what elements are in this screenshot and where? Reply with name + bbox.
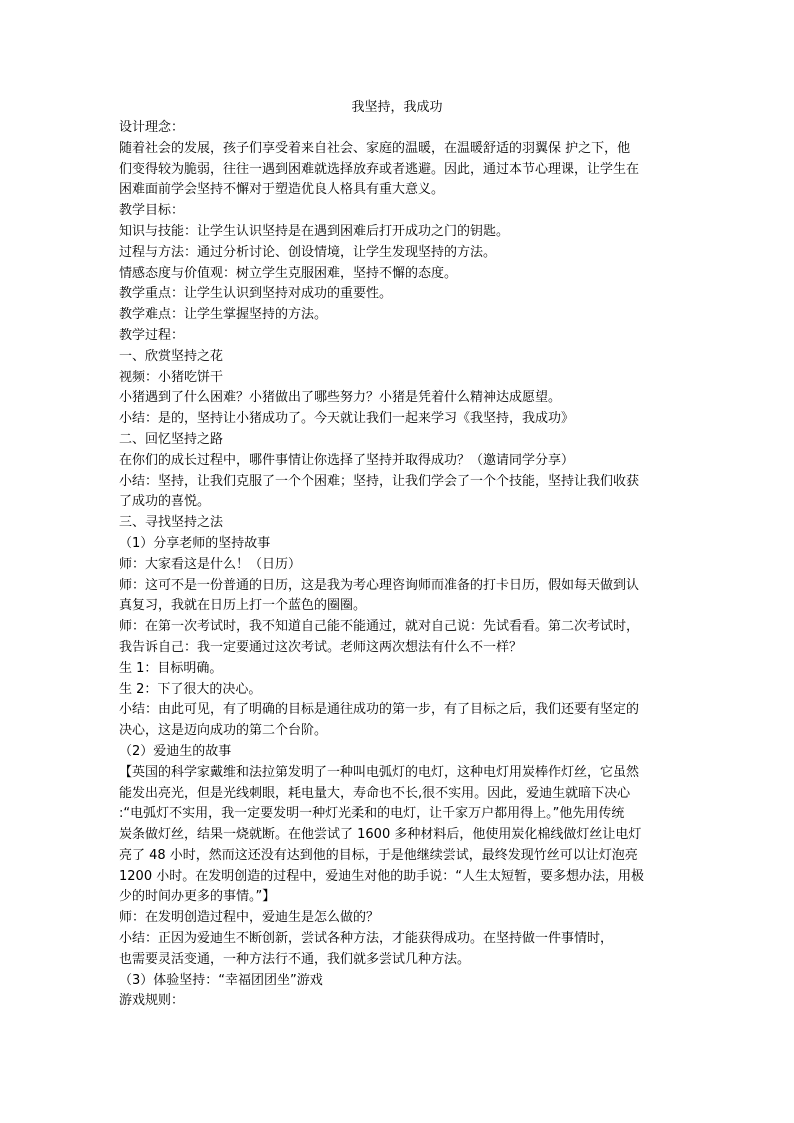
text-line: 教学重点：让学生认识到坚持对成功的重要性。: [119, 286, 393, 302]
text-line: 亮了 48 小时，然而这还没有达到他的目标，于是他继续尝试，最终发现竹丝可以让灯泡亮: [119, 847, 638, 863]
document-body: [119, 118, 679, 1012]
text-line: 师：这可不是一份普通的日历，这是我为考心理咨询师而准备的打卡日历，假如每天做到认: [119, 577, 640, 593]
text-line: 师：在发明创造过程中，爱迪生是怎么做的？: [119, 910, 380, 926]
text-line: 小结：坚持，让我们克服了一个个困难；坚持，让我们学会了一个个技能，坚持让我们收获: [119, 473, 640, 489]
text-line: 教学过程：: [119, 327, 185, 343]
text-line: 师：在第一次考试时，我不知道自己能不能通过，就对自己说：先试看看。第二次考试时，: [119, 619, 640, 635]
text-line: 困难面前学会坚持不懈对于塑造优良人格具有重大意义。: [119, 182, 445, 198]
text-line: 能发出亮光，但是光线刺眼，耗电量大，寿命也不长,很不实用。因此，爱迪生就暗下决心: [119, 785, 631, 801]
text-line: 小结：正因为爱迪生不断创新，尝试各种方法，才能获得成功。在坚持做一件事情时，: [119, 931, 614, 947]
text-line: 我告诉自己：我一定要通过这次考试。老师这两次想法有什么不一样？: [119, 639, 523, 655]
text-line: 一、欣赏坚持之花: [119, 348, 224, 364]
text-line: 生 1：目标明确。: [119, 660, 223, 676]
text-line: 师：大家看这是什么！（日历）: [119, 556, 302, 572]
text-line: 三、寻找坚持之法: [119, 515, 224, 531]
text-line: 炭条做灯丝，结果一烧就断。在他尝试了 1600 多种材料后，他使用炭化棉线做灯丝让电灯: [119, 827, 642, 843]
text-line: 小结：是的，坚持让小猪成功了。今天就让我们一起来学习《我坚持，我成功》: [119, 411, 575, 427]
document-title: 我坚持，我成功: [351, 100, 443, 115]
text-line: 也需要灵活变通，一种方法行不通，我们就多尝试几种方法。: [119, 951, 471, 967]
text-line: 决心，这是迈向成功的第二个台阶。: [119, 723, 328, 739]
text-line: 游戏规则：: [119, 993, 185, 1009]
text-line: 随着社会的发展，孩子们享受着来自社会、家庭的温暖，在温暖舒适的羽翼保 护之下，他: [119, 140, 631, 156]
text-line: 【英国的科学家戴维和法拉第发明了一种叫电弧灯的电灯，这种电灯用炭棒作灯丝，它虽然: [119, 764, 640, 780]
text-line: （1）分享老师的坚持故事: [119, 535, 271, 551]
text-line: 设计理念：: [119, 120, 185, 135]
text-line: 真复习，我就在日历上打一个蓝色的圈圈。: [119, 598, 367, 614]
text-line: 情感态度与价值观：树立学生克服困难，坚持不懈的态度。: [119, 265, 458, 281]
text-line: （2）爱迪生的故事: [119, 743, 232, 759]
text-line: 二、回忆坚持之路: [119, 431, 224, 447]
text-line: 少的时间办更多的事情。”】: [119, 889, 276, 905]
text-line: 们变得较为脆弱，往往一遇到困难就选择放弃或者逃避。因此，通过本节心理课，让学生在: [119, 161, 640, 177]
text-line: 教学难点：让学生掌握坚持的方法。: [119, 307, 328, 323]
text-line: 小结：由此可见，有了明确的目标是通往成功的第一步，有了目标之后，我们还要有坚定的: [119, 702, 640, 718]
text-line: 过程与方法：通过分析讨论、创设情境，让学生发现坚持的方法。: [119, 244, 497, 260]
text-line: 视频：小猪吃饼干: [119, 369, 224, 385]
text-line: （3）体验坚持：“幸福团团坐”游戏: [119, 972, 323, 988]
text-line: 了成功的喜悦。: [119, 494, 211, 510]
text-line: 1200 小时。在发明创造的过程中，爱迪生对他的助手说：“人生太短暂，要多想办法，用极: [119, 868, 644, 884]
text-line: 生 2：下了很大的决心。: [119, 681, 262, 697]
text-line: 教学目标：: [119, 203, 185, 219]
text-line: 小猪遇到了什么困难？小猪做出了哪些努力？小猪是凭着什么精神达成愿望。: [119, 390, 562, 406]
text-line: :“电弧灯不实用，我一定要发明一种灯光柔和的电灯，让千家万户都用得上。”他先用传统: [119, 806, 625, 822]
text-line: 在你们的成长过程中，哪件事情让你选择了坚持并取得成功？（邀请同学分享）: [119, 452, 575, 468]
text-line: 知识与技能：让学生认识坚持是在遇到困难后打开成功之门的钥匙。: [119, 223, 510, 239]
